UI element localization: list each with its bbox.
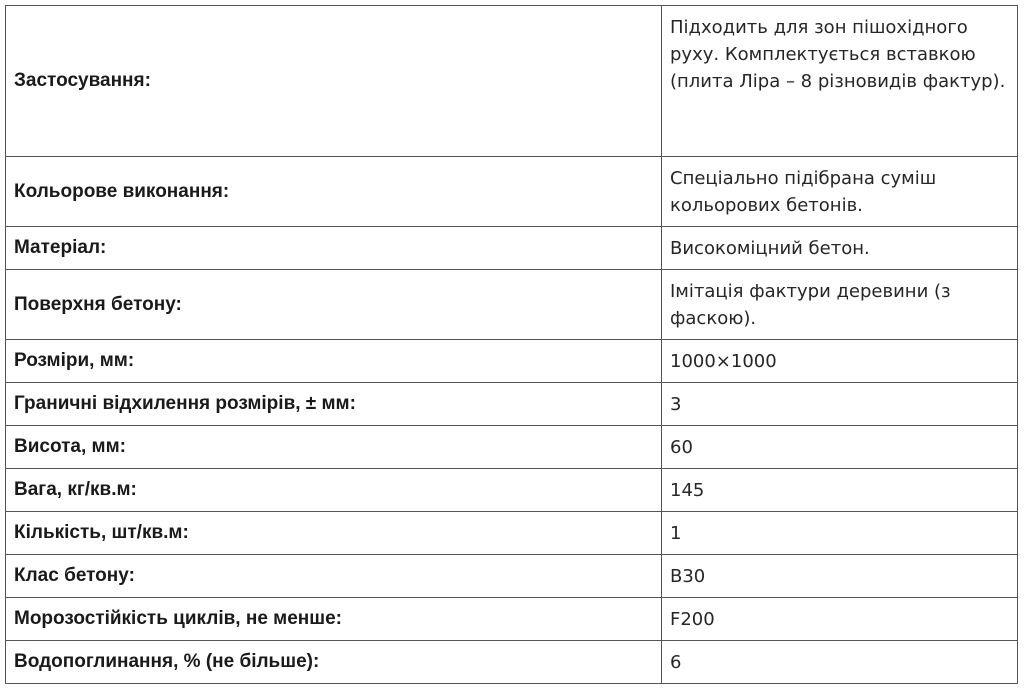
spec-label: Матеріал: <box>6 227 662 270</box>
spec-label: Граничні відхилення розмірів, ± мм: <box>6 383 662 426</box>
spec-label: Водопоглинання, % (не більше): <box>6 641 662 684</box>
spec-label: Вага, кг/кв.м: <box>6 469 662 512</box>
table-row <box>6 157 1018 227</box>
spec-value: Спеціально підібрана суміш кольорових бетонів. <box>662 157 1018 227</box>
table-row <box>6 426 1018 469</box>
spec-label: Висота, мм: <box>6 426 662 469</box>
spec-label: Кольорове виконання: <box>6 157 662 227</box>
spec-label: Кількість, шт/кв.м: <box>6 512 662 555</box>
spec-value: 3 <box>662 383 1018 426</box>
spec-value: B30 <box>662 555 1018 598</box>
spec-value: Високоміцний бетон. <box>662 227 1018 270</box>
table-row <box>6 270 1018 340</box>
table-row <box>6 340 1018 383</box>
spec-label: Поверхня бетону: <box>6 270 662 340</box>
spec-label: Застосування: <box>6 6 662 157</box>
spec-label: Розміри, мм: <box>6 340 662 383</box>
table-row <box>6 598 1018 641</box>
spec-value: Підходить для зон пішохідного руху. Комплектується вставкою (плита Ліра – 8 різновидів фактур). <box>662 6 1018 157</box>
table-row <box>6 469 1018 512</box>
spec-value: Імітація фактури деревини (з фаскою). <box>662 270 1018 340</box>
table-row <box>6 555 1018 598</box>
table-row <box>6 227 1018 270</box>
table-row <box>6 6 1018 157</box>
spec-value: 145 <box>662 469 1018 512</box>
table-row <box>6 512 1018 555</box>
table-row <box>6 383 1018 426</box>
spec-label: Морозостійкість циклів, не менше: <box>6 598 662 641</box>
spec-table <box>5 5 1018 684</box>
spec-label: Клас бетону: <box>6 555 662 598</box>
spec-value: 60 <box>662 426 1018 469</box>
spec-value: 1 <box>662 512 1018 555</box>
spec-value: F200 <box>662 598 1018 641</box>
spec-value: 1000×1000 <box>662 340 1018 383</box>
spec-value: 6 <box>662 641 1018 684</box>
table-row <box>6 641 1018 684</box>
